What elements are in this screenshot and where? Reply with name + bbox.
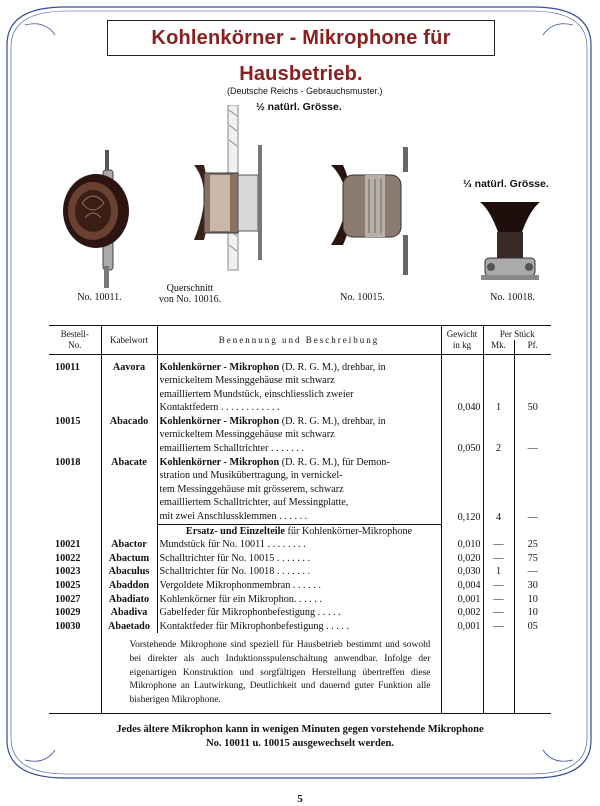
page-title: Kohlenkörner - Mikrophone für Hausbetrieb. (151, 27, 451, 85)
caption-10018: No. 10018. (490, 292, 535, 303)
caption-10011: No. 10011. (77, 292, 122, 303)
order-number: 10018 (55, 456, 81, 468)
table-row: 10029 Abadiva Gabelfeder für Mikrophonbefestigung . . . . . 0,002 — 10 (49, 606, 551, 620)
table-row (49, 361, 551, 415)
price-mk: 4 (483, 456, 514, 524)
table-row: 10030 Abaetado Kontaktfeder für Mikrophonbefestigung . . . . . 0,001 — 05 (49, 620, 551, 634)
page-number: 5 (297, 793, 303, 805)
price-pf: — (514, 456, 551, 524)
weight: 0,050 (441, 415, 483, 456)
table-row: 10023 Abaculus Schalltrichter für No. 10018 . . . . . . . 0,030 1 — (49, 565, 551, 579)
caption-10016-top: Querschnitt (166, 283, 214, 294)
col-mk: Mk. (483, 340, 514, 355)
item-description: Kohlenkörner - Mikrophon (D. R. G. M.), drehbar, in vernickeltem Messinggehäuse mit schwarz emailliertem Mundstück, einschliesslich zweier Kontaktfedern . . . . . . . . . . . . (157, 361, 441, 415)
col-benennung: Benennung und Beschreibung (157, 326, 441, 355)
section-heading-row (49, 524, 551, 538)
microphone-10015-image (325, 145, 420, 290)
cross-section-10016-image (180, 105, 280, 285)
catalog-table (49, 325, 551, 714)
col-kabelwort: Kabelwort (101, 326, 157, 355)
footer-line-2: No. 10011 u. 10015 ausgewechselt werden. (206, 738, 394, 749)
table-row (49, 415, 551, 456)
item-name: Kohlenkörner - Mikrophon (159, 415, 280, 427)
item-name: Kohlenkörner - Mikrophon (159, 456, 280, 468)
note-row (49, 633, 551, 713)
scale-note-right: ⅓ natürl. Grösse. (463, 178, 549, 190)
item-name: Kohlenkörner - Mikrophon (159, 361, 280, 373)
price-pf: — (514, 415, 551, 456)
microphone-10018-image (475, 200, 550, 290)
cable-code: Aavora (101, 361, 157, 415)
order-number: 10015 (55, 415, 81, 427)
weight: 0,040 (441, 361, 483, 415)
table-row: 10021 Abactor Mundstück für No. 10011 . . . . . . . . 0,010 — 25 (49, 538, 551, 552)
table-row: 10025 Abaddon Vergoldete Mikrophonmembran . . . . . . 0,004 — 30 (49, 579, 551, 593)
note-text: Vorstehende Mikrophone sind speziell für Hausbetrieb bestimmt und sowohl bei direkter als auch Induktionsspulenschaltung anwendbar. Infolge der eigenartigen Konstruktion und sorgfältigen Herstellung übertreffen diese Mikrophone an Lautwirkung, Deutlichkeit und dauernd guter Funktion alle bisherigen Mikrophone. (101, 633, 441, 713)
footer-line-1: Jedes ältere Mikrophon kann in wenigen Minuten gegen vorstehende Mikrophone (116, 724, 484, 735)
table-row: 10022 Abactum Schalltrichter für No. 10015 . . . . . . . 0,020 — 75 (49, 552, 551, 566)
section-heading: Ersatz- und Einzelteile für Kohlenkörner-Mikrophone (157, 524, 441, 538)
footer-note (60, 723, 540, 751)
cable-code: Abacado (101, 415, 157, 456)
microphone-10011-image (60, 148, 135, 293)
col-pf: Pf. (514, 340, 551, 355)
col-bestell: Bestell- No. (49, 326, 101, 355)
scale-note-top: ½ natürl. Grösse. (256, 101, 342, 113)
col-gewicht: Gewicht in kg (441, 326, 483, 355)
item-description: Kohlenkörner - Mikrophon (D. R. G. M.), für Demon- stration und Musikübertragung, in vernickel- tem Messinggehäuse mit grösserem, schwarz emailliertem Schalltrichter, auf Messingplatte, mit zwei Anschlussklemmen . . . . . . (157, 456, 441, 524)
price-mk: 1 (483, 361, 514, 415)
price-mk: 2 (483, 415, 514, 456)
caption-10016: von No. 10016. (158, 294, 222, 305)
table-row (49, 456, 551, 524)
weight: 0,120 (441, 456, 483, 524)
table-row: 10027 Abadiato Kohlenkörner für ein Mikrophon. . . . . . 0,001 — 10 (49, 593, 551, 607)
item-description: Kohlenkörner - Mikrophon (D. R. G. M.), drehbar, in vernickeltem Messinggehäuse mit schwarz emailliertem Schalltrichter . . . . . . . (157, 415, 441, 456)
caption-10015: No. 10015. (340, 292, 385, 303)
patent-note: (Deutsche Reichs - Gebrauchsmuster.) (227, 86, 383, 96)
col-per-stueck: Per Stück (483, 326, 551, 341)
cable-code: Abacate (101, 456, 157, 524)
order-number: 10011 (55, 361, 80, 373)
price-pf: 50 (514, 361, 551, 415)
